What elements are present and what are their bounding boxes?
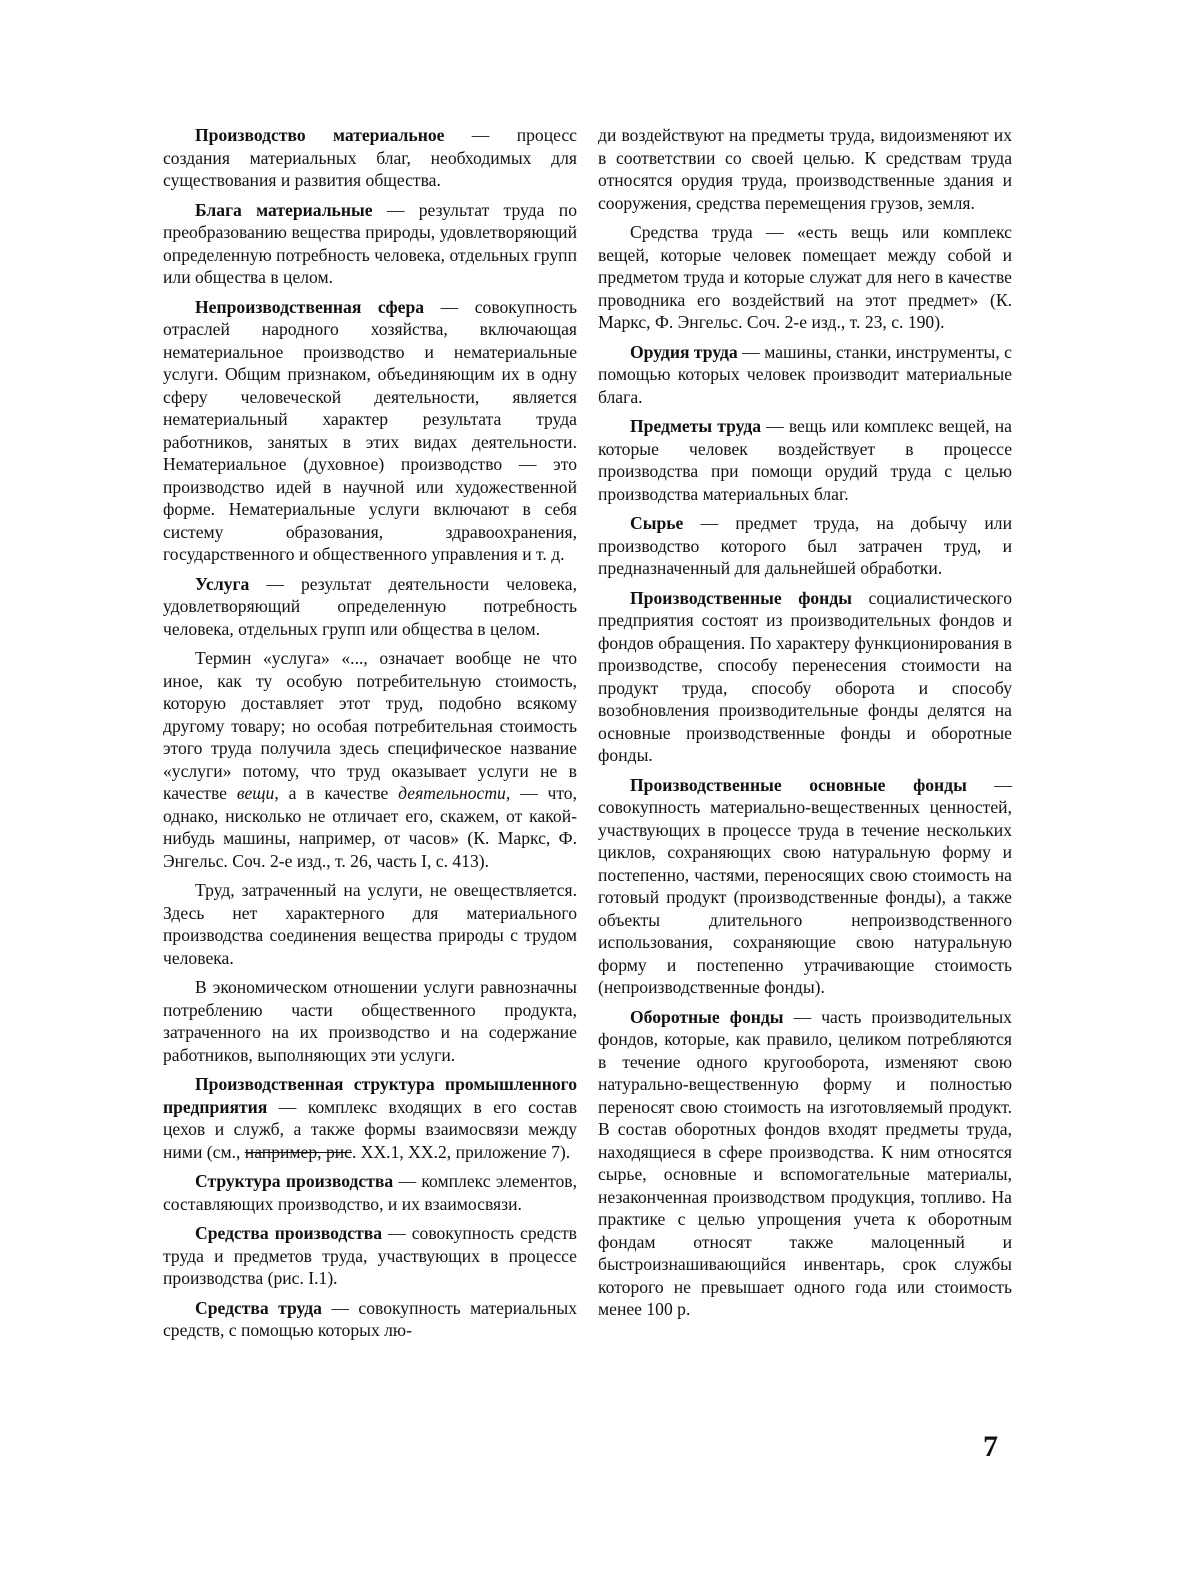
definition: — результат труда по преобразованию вещества природы, удовлетворяющий определенную потребность человека, отдельных групп или общества в целом.	[163, 199, 577, 287]
term: Оборотные фонды	[630, 1006, 784, 1027]
entry-fixed-production-funds	[598, 774, 1012, 999]
paragraph-text: Труд, затраченный на услуги, не овеществляется. Здесь нет характерного для материального производства соединения вещества природы с трудом человека.	[163, 880, 577, 968]
definition: — совокупность отраслей народного хозяйства, включающая нематериальное производство и нематериальные услуги. Общим признаком, объединяющим их в одну сферу человеческой деятельности, является нематериальный характер результата труда работников, занятых в этих видах деятельности. Нематериальное (духовное) производство — это производство идей в научной или художественной форме. Нематериальные услуги включают в себя систему образования, здравоохранения, государственного и общественного управления и т. д.	[163, 296, 577, 564]
definition: . XX.1, XX.2, приложение 7).	[351, 1141, 571, 1162]
term: Блага материальные	[195, 199, 373, 220]
definition: — совокупность материальных средств, с помощью которых лю-	[163, 1297, 577, 1340]
entry-goods-material	[163, 199, 577, 289]
definition: — процесс создания материальных благ, необходимых для существования и развития общества.	[163, 125, 577, 190]
term: Непроизводственная сфера	[195, 296, 425, 317]
quote-emphasis: вещи	[236, 783, 275, 803]
entry-nonproduction-sphere	[163, 296, 577, 566]
term: Средства труда	[195, 1297, 322, 1318]
quote-text: Средства труда — «есть вещь или комплекс вещей, которые человек помещает между собой и предметом труда и которые служат для него в качестве проводника его воздействий на этот предмет» (К. Маркс, Ф. Энгельс. Соч. 2-е изд., т. 23, с. 190).	[598, 222, 1012, 332]
continuation-means-of-labor	[598, 124, 1012, 214]
left-column	[163, 124, 577, 1342]
page-number: 7	[983, 1430, 998, 1463]
entry-production-funds	[598, 587, 1012, 767]
term: Структура производства	[195, 1171, 394, 1191]
entry-production-structure-enterprise	[163, 1073, 577, 1163]
definition: — комплекс элементов, составляющих производство, и их взаимосвязи.	[163, 1171, 577, 1214]
definition: — часть производительных фондов, которые, как правило, целиком потребляются в течение одного кругооборота, изменяют свою натурально-вещественную форму и полностью переносят свою стоимость на изготовляемый продукт. В состав оборотных фондов входят предметы труда, находящиеся в сфере производства. К ним относятся сырье, основные и вспомогательные материалы, незаконченная производством продукция, топливо. На практике с целью упрощения учета к оборотным фондам относят также малоценный и быстроизнашивающийся инвентарь, срок службы которого не превышает одного года или стоимость менее 100 р.	[598, 1006, 1012, 1319]
definition: — результат деятельности человека, удовлетворяющий определенную потребность человека, отдельных групп или общества в целом.	[163, 573, 577, 639]
entry-service	[163, 573, 577, 641]
paragraph-text: ди воздействуют на предметы труда, видоизменяют их в соответствии со своей целью. К средствам труда относятся орудия труда, производственные здания и сооружения, средства перемещения грузов, земля.	[598, 125, 1012, 213]
struck-text: например, рис	[244, 1141, 352, 1162]
definition: — совокупность материально-вещественных ценностей, участвующих в процессе труда в течение нескольких циклов, сохраняющих свою натуральную форму и постепенно, частями, переносящих свою стоимость на готовый продукт (производственные фонды), а также объекты длительного непроизводственного использования, сохраняющие свою натуральную форму и постепенно утрачивающие стоимость (непроизводственные фонды).	[598, 774, 1013, 997]
definition: — совокупность средств труда и предметов труда, участвующих в процессе производства (рис. I.1).	[163, 1223, 577, 1288]
definition: — вещь или комплекс вещей, на которые человек воздействует в процессе производства при помощи орудий труда с целью производства материальных благ.	[598, 416, 1012, 504]
term: Производственная структура промышленного предприятия	[163, 1074, 577, 1117]
paragraph-text: В экономическом отношении услуги равнозначны потреблению части общественного продукта, затраченного на их производство и на содержание работников, выполняющих эти услуги.	[163, 977, 577, 1065]
entry-production-structure	[163, 1170, 577, 1215]
entry-objects-of-labor	[598, 415, 1012, 505]
quote-emphasis: деятельности,	[398, 783, 511, 803]
term: Производство материальное	[195, 125, 445, 145]
quote-text: , а в качестве	[274, 783, 399, 803]
definition: — комплекс входящих в его состав цехов и служб, а также формы взаимосвязи между ними (см.,	[163, 1096, 577, 1162]
entry-circulating-funds	[598, 1006, 1012, 1321]
quote-text: Термин «услуга» «..., означает вообще не что иное, как ту особую потребительную стоимость, которую доставляет этот труд, подобно всякому другому товару; но особая потребительная стоимость этого труда получила здесь специфическое название «услуги» потому, что труд оказывает услуги не в качестве	[163, 648, 577, 803]
entry-means-of-production	[163, 1222, 577, 1290]
entry-production-material	[163, 124, 577, 192]
quote-means-of-labor	[598, 221, 1012, 334]
term: Предметы труда	[630, 416, 762, 436]
term: Сырье	[630, 513, 684, 533]
term: Услуга	[195, 573, 250, 594]
term: Орудия труда	[630, 341, 738, 362]
right-column	[598, 124, 1012, 1321]
paragraph-labor-services	[163, 879, 577, 969]
quote-text: — что, однако, нисколько не отличает его, скажем, от какой-нибудь машины, например, от часов» (К. Маркс, Ф. Энгельс. Соч. 2-е изд., т. 26, часть I, с. 413).	[163, 783, 577, 871]
term: Средства производства	[195, 1223, 383, 1243]
paragraph-economic-relation	[163, 976, 577, 1066]
entry-raw-materials	[598, 512, 1012, 580]
entry-tools-of-labor	[598, 341, 1012, 409]
term: Производственные фонды	[630, 587, 852, 608]
definition: — предмет труда, на добычу или производство которого был затрачен труд, и предназначенный для дальнейшей обработки.	[598, 513, 1012, 578]
quote-service-term	[163, 647, 577, 872]
entry-means-of-labor	[163, 1297, 577, 1342]
definition: социалистического предприятия состоят из производительных фондов и фондов обращения. По характеру функционирования в производстве, способу перенесения стоимости на продукт труда, способу оборота и способу возобновления производительные фонды делятся на основные производственные фонды и оборотные фонды.	[598, 587, 1012, 765]
definition: — машины, станки, инструменты, с помощью которых человек производит материальные блага.	[598, 341, 1012, 407]
term: Производственные основные фонды	[630, 774, 967, 795]
